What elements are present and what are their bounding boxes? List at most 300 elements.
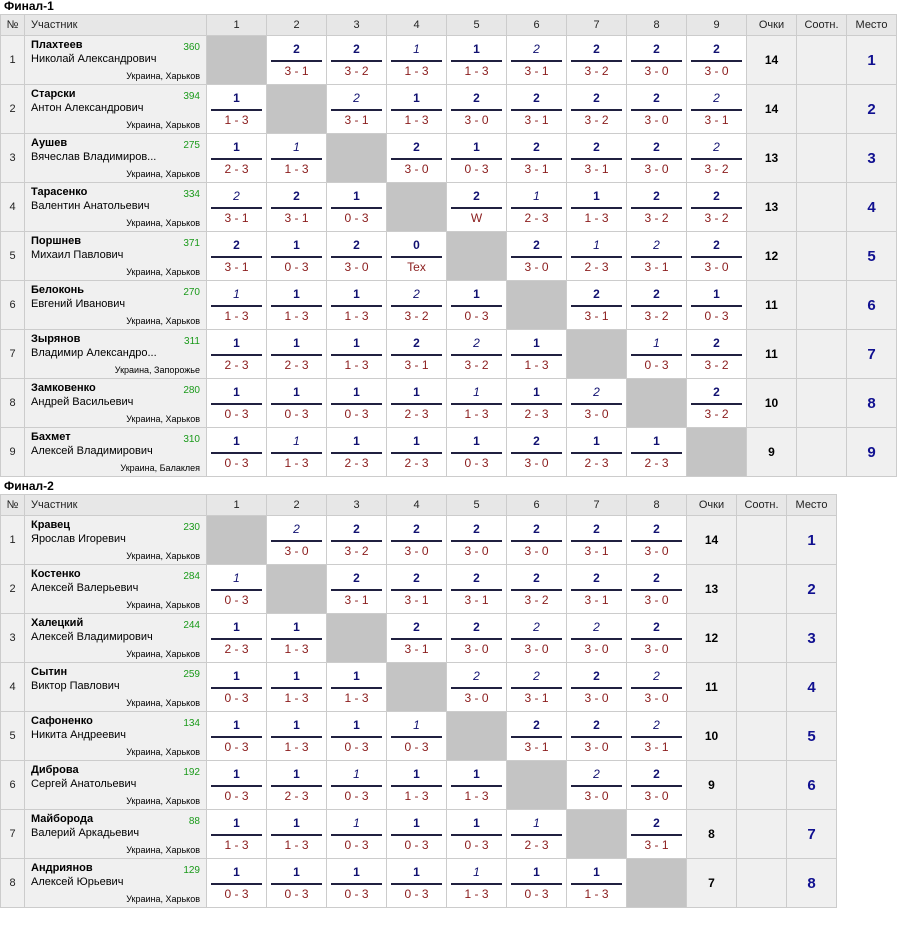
match-cell[interactable] <box>507 712 567 761</box>
score-divider <box>511 403 562 405</box>
match-cell[interactable] <box>267 810 327 859</box>
match-sets: 1 - 3 <box>404 64 429 78</box>
participant-cell[interactable] <box>25 859 207 908</box>
match-score: 1 <box>593 189 600 203</box>
match-cell[interactable] <box>387 330 447 379</box>
match-cell[interactable] <box>627 85 687 134</box>
match-cell[interactable] <box>267 379 327 428</box>
match-cell[interactable] <box>567 134 627 183</box>
score-divider <box>451 785 502 787</box>
match-cell[interactable] <box>567 85 627 134</box>
score-divider <box>571 589 622 591</box>
header-opponent-9: 9 <box>687 15 747 36</box>
points-cell: 13 <box>747 183 797 232</box>
score-divider <box>511 207 562 209</box>
score-divider <box>211 452 262 454</box>
match-cell[interactable] <box>267 663 327 712</box>
match-cell[interactable] <box>207 134 267 183</box>
match-cell[interactable] <box>447 663 507 712</box>
match-cell[interactable] <box>387 428 447 477</box>
match-cell[interactable] <box>387 712 447 761</box>
match-sets: 3 - 0 <box>644 642 669 656</box>
score-divider <box>631 452 682 454</box>
place-cell: 4 <box>787 663 837 712</box>
participant-cell[interactable] <box>25 36 207 85</box>
match-cell[interactable] <box>207 183 267 232</box>
match-cell[interactable] <box>207 761 267 810</box>
match-cell[interactable] <box>627 232 687 281</box>
row-number: 9 <box>1 428 25 477</box>
match-sets: 1 - 3 <box>404 113 429 127</box>
match-cell[interactable] <box>387 232 447 281</box>
player-city: Украина, Харьков <box>126 600 200 610</box>
match-cell[interactable] <box>627 712 687 761</box>
match-sets: 3 - 1 <box>404 642 429 656</box>
match-cell[interactable] <box>387 134 447 183</box>
match-cell[interactable] <box>687 281 747 330</box>
self-match-cell <box>387 663 447 712</box>
match-cell[interactable] <box>207 85 267 134</box>
match-score: 1 <box>653 336 660 350</box>
match-sets: 3 - 2 <box>344 64 369 78</box>
match-cell[interactable] <box>447 859 507 908</box>
match-sets: 1 - 3 <box>224 838 249 852</box>
player-surname[interactable]: Андриянов <box>31 862 93 874</box>
match-cell[interactable] <box>267 232 327 281</box>
match-cell[interactable] <box>627 428 687 477</box>
score-divider <box>271 452 322 454</box>
match-sets: 3 - 2 <box>704 407 729 421</box>
match-cell[interactable] <box>387 761 447 810</box>
match-score: 1 <box>533 865 540 879</box>
match-cell[interactable] <box>327 516 387 565</box>
match-cell[interactable] <box>627 281 687 330</box>
match-cell[interactable] <box>447 134 507 183</box>
player-surname[interactable]: Замковенко <box>31 382 96 394</box>
match-cell[interactable] <box>327 663 387 712</box>
header-opponent-1: 1 <box>207 495 267 516</box>
match-score: 1 <box>293 238 300 252</box>
match-sets: 2 - 3 <box>584 456 609 470</box>
match-cell[interactable] <box>507 85 567 134</box>
match-cell[interactable] <box>447 761 507 810</box>
match-cell[interactable] <box>687 36 747 85</box>
match-score: 2 <box>593 620 600 634</box>
match-cell[interactable] <box>207 232 267 281</box>
match-score: 1 <box>233 620 240 634</box>
match-cell[interactable] <box>387 565 447 614</box>
match-cell[interactable] <box>387 281 447 330</box>
match-cell[interactable] <box>327 183 387 232</box>
match-cell[interactable] <box>207 712 267 761</box>
player-rating: 230 <box>183 522 200 533</box>
match-cell[interactable] <box>447 85 507 134</box>
score-divider <box>691 256 742 258</box>
score-divider <box>391 638 442 640</box>
match-cell[interactable] <box>267 428 327 477</box>
match-sets: 2 - 3 <box>524 211 549 225</box>
match-sets: 2 - 3 <box>344 456 369 470</box>
match-sets: 3 - 0 <box>644 789 669 803</box>
match-cell[interactable] <box>267 183 327 232</box>
match-cell[interactable] <box>567 761 627 810</box>
match-score: 2 <box>533 140 540 154</box>
table-row <box>1 183 897 232</box>
player-surname[interactable]: Костенко <box>31 568 81 580</box>
match-cell[interactable] <box>387 85 447 134</box>
match-score: 1 <box>353 865 360 879</box>
match-sets: 3 - 1 <box>644 740 669 754</box>
participant-cell[interactable] <box>25 761 207 810</box>
match-cell[interactable] <box>567 859 627 908</box>
player-surname[interactable]: Диброва <box>31 764 79 776</box>
match-cell[interactable] <box>507 810 567 859</box>
match-score: 2 <box>593 571 600 585</box>
match-score: 2 <box>593 767 600 781</box>
match-sets: 1 - 3 <box>404 789 429 803</box>
score-divider <box>691 109 742 111</box>
match-cell[interactable] <box>327 428 387 477</box>
match-cell[interactable] <box>267 134 327 183</box>
score-divider <box>451 589 502 591</box>
match-cell[interactable] <box>567 36 627 85</box>
match-cell[interactable] <box>327 36 387 85</box>
player-surname[interactable]: Кравец <box>31 519 71 531</box>
match-cell[interactable] <box>567 379 627 428</box>
participant-cell[interactable] <box>25 134 207 183</box>
match-cell[interactable] <box>507 183 567 232</box>
header-points: Очки <box>687 495 737 516</box>
match-cell[interactable] <box>327 232 387 281</box>
match-cell[interactable] <box>447 516 507 565</box>
match-cell[interactable] <box>327 85 387 134</box>
match-cell[interactable] <box>327 761 387 810</box>
self-match-cell <box>267 85 327 134</box>
player-surname[interactable]: Майборода <box>31 813 94 825</box>
match-cell[interactable] <box>267 712 327 761</box>
match-cell[interactable] <box>567 183 627 232</box>
score-divider <box>691 354 742 356</box>
match-sets: 0 - 3 <box>644 358 669 372</box>
match-cell[interactable] <box>627 330 687 379</box>
match-cell[interactable] <box>327 330 387 379</box>
match-cell[interactable] <box>627 810 687 859</box>
match-cell[interactable] <box>207 379 267 428</box>
match-score: 1 <box>593 434 600 448</box>
match-cell[interactable] <box>627 516 687 565</box>
match-sets: 0 - 3 <box>344 838 369 852</box>
player-surname[interactable]: Белоконь <box>31 284 85 296</box>
player-surname[interactable]: Старски <box>31 88 76 100</box>
match-cell[interactable] <box>627 614 687 663</box>
player-firstname: Ярослав Игоревич <box>31 533 126 545</box>
place-cell: 2 <box>847 85 897 134</box>
place-cell: 7 <box>787 810 837 859</box>
match-sets: 2 - 3 <box>644 456 669 470</box>
match-cell[interactable] <box>507 859 567 908</box>
player-firstname: Алексей Владимирович <box>31 631 153 643</box>
match-cell[interactable] <box>507 36 567 85</box>
match-score: 1 <box>653 434 660 448</box>
match-cell[interactable] <box>627 663 687 712</box>
match-cell[interactable] <box>207 330 267 379</box>
table-row <box>1 516 837 565</box>
score-divider <box>571 109 622 111</box>
match-sets: 1 - 3 <box>344 309 369 323</box>
match-cell[interactable] <box>447 428 507 477</box>
score-divider <box>451 452 502 454</box>
match-score: 1 <box>293 816 300 830</box>
match-cell[interactable] <box>567 232 627 281</box>
match-cell[interactable] <box>447 330 507 379</box>
match-score: 1 <box>233 718 240 732</box>
match-cell[interactable] <box>447 810 507 859</box>
self-match-cell <box>507 761 567 810</box>
participant-cell[interactable] <box>25 330 207 379</box>
match-sets: 3 - 0 <box>704 260 729 274</box>
points-cell: 11 <box>747 330 797 379</box>
match-cell[interactable] <box>507 663 567 712</box>
match-sets: 0 - 3 <box>344 887 369 901</box>
player-rating: 360 <box>183 42 200 53</box>
score-divider <box>391 785 442 787</box>
match-score: 0 <box>413 238 420 252</box>
match-cell[interactable] <box>387 614 447 663</box>
score-divider <box>271 785 322 787</box>
player-city: Украина, Харьков <box>126 267 200 277</box>
match-cell[interactable] <box>327 810 387 859</box>
header-opponent-3: 3 <box>327 495 387 516</box>
match-cell[interactable] <box>447 36 507 85</box>
match-cell[interactable] <box>687 183 747 232</box>
match-cell[interactable] <box>267 330 327 379</box>
match-cell[interactable] <box>267 761 327 810</box>
match-sets: 1 - 3 <box>344 358 369 372</box>
match-cell[interactable] <box>207 565 267 614</box>
match-cell[interactable] <box>627 36 687 85</box>
match-cell[interactable] <box>627 134 687 183</box>
score-divider <box>631 354 682 356</box>
match-cell[interactable] <box>447 183 507 232</box>
ratio-cell <box>797 428 847 477</box>
match-cell[interactable] <box>567 565 627 614</box>
player-surname[interactable]: Аушев <box>31 137 68 149</box>
participant-cell[interactable] <box>25 712 207 761</box>
match-cell[interactable] <box>267 516 327 565</box>
match-cell[interactable] <box>627 183 687 232</box>
participant-cell[interactable] <box>25 85 207 134</box>
match-cell[interactable] <box>447 565 507 614</box>
match-cell[interactable] <box>387 810 447 859</box>
row-number: 6 <box>1 761 25 810</box>
player-surname[interactable]: Сытин <box>31 666 68 678</box>
match-cell[interactable] <box>507 379 567 428</box>
participant-cell[interactable] <box>25 516 207 565</box>
match-cell[interactable] <box>207 428 267 477</box>
match-sets: 0 - 3 <box>404 838 429 852</box>
player-surname[interactable]: Зырянов <box>31 333 81 345</box>
match-sets: 3 - 1 <box>284 64 309 78</box>
match-cell[interactable] <box>567 712 627 761</box>
match-cell[interactable] <box>687 85 747 134</box>
match-sets: 0 - 3 <box>224 593 249 607</box>
score-divider <box>691 158 742 160</box>
points-cell: 13 <box>747 134 797 183</box>
match-cell[interactable] <box>507 565 567 614</box>
match-cell[interactable] <box>207 859 267 908</box>
self-match-cell <box>447 712 507 761</box>
match-cell[interactable] <box>207 810 267 859</box>
score-divider <box>271 403 322 405</box>
match-score: 2 <box>593 669 600 683</box>
match-cell[interactable] <box>687 330 747 379</box>
match-score: 2 <box>533 91 540 105</box>
match-cell[interactable] <box>507 330 567 379</box>
match-sets: 3 - 0 <box>524 642 549 656</box>
match-cell[interactable] <box>507 516 567 565</box>
score-divider <box>691 60 742 62</box>
match-sets: 3 - 1 <box>224 260 249 274</box>
player-surname[interactable]: Халецкий <box>31 617 84 629</box>
row-number: 5 <box>1 232 25 281</box>
score-divider <box>631 736 682 738</box>
row-number: 1 <box>1 516 25 565</box>
match-cell[interactable] <box>687 134 747 183</box>
participant-cell[interactable] <box>25 614 207 663</box>
match-sets: 0 - 3 <box>344 740 369 754</box>
score-divider <box>331 589 382 591</box>
match-cell[interactable] <box>507 614 567 663</box>
match-cell[interactable] <box>687 379 747 428</box>
match-sets: 3 - 1 <box>644 260 669 274</box>
match-cell[interactable] <box>627 565 687 614</box>
match-cell[interactable] <box>327 379 387 428</box>
match-sets: 0 - 3 <box>464 456 489 470</box>
match-cell[interactable] <box>267 859 327 908</box>
match-cell[interactable] <box>387 516 447 565</box>
score-divider <box>631 785 682 787</box>
match-cell[interactable] <box>507 134 567 183</box>
match-sets: 3 - 0 <box>644 113 669 127</box>
self-match-cell <box>627 859 687 908</box>
participant-cell[interactable] <box>25 428 207 477</box>
final2-section <box>0 480 898 908</box>
match-cell[interactable] <box>327 712 387 761</box>
player-surname[interactable]: Бахмет <box>31 431 71 443</box>
match-sets: 3 - 0 <box>584 407 609 421</box>
row-number: 3 <box>1 134 25 183</box>
score-divider <box>511 158 562 160</box>
match-sets: 3 - 2 <box>704 211 729 225</box>
player-rating: 310 <box>183 434 200 445</box>
score-divider <box>331 60 382 62</box>
match-cell[interactable] <box>507 232 567 281</box>
participant-cell[interactable] <box>25 379 207 428</box>
participant-cell[interactable] <box>25 281 207 330</box>
match-cell[interactable] <box>567 663 627 712</box>
self-match-cell <box>327 614 387 663</box>
score-divider <box>211 403 262 405</box>
match-score: 1 <box>233 140 240 154</box>
player-surname[interactable]: Поршнев <box>31 235 82 247</box>
header-opponent-5: 5 <box>447 15 507 36</box>
match-cell[interactable] <box>447 379 507 428</box>
match-sets: 3 - 1 <box>524 162 549 176</box>
match-score: 2 <box>533 669 540 683</box>
header-place: Место <box>847 15 897 36</box>
match-cell[interactable] <box>267 281 327 330</box>
match-cell[interactable] <box>207 663 267 712</box>
player-surname[interactable]: Сафоненко <box>31 715 93 727</box>
match-cell[interactable] <box>267 614 327 663</box>
match-score: 2 <box>353 42 360 56</box>
score-divider <box>571 207 622 209</box>
match-sets: 0 - 3 <box>404 887 429 901</box>
player-firstname: Виктор Павлович <box>31 680 120 692</box>
match-cell[interactable] <box>567 428 627 477</box>
points-cell: 7 <box>687 859 737 908</box>
match-cell[interactable] <box>207 614 267 663</box>
match-sets: 3 - 0 <box>284 544 309 558</box>
match-cell[interactable] <box>447 281 507 330</box>
match-cell[interactable] <box>327 565 387 614</box>
participant-cell[interactable] <box>25 663 207 712</box>
match-score: 2 <box>413 336 420 350</box>
match-cell[interactable] <box>447 614 507 663</box>
match-cell[interactable] <box>507 428 567 477</box>
match-score: 2 <box>593 287 600 301</box>
match-cell[interactable] <box>687 232 747 281</box>
match-cell[interactable] <box>327 281 387 330</box>
match-cell[interactable] <box>387 379 447 428</box>
participant-cell[interactable] <box>25 810 207 859</box>
player-surname[interactable]: Плахтеев <box>31 39 83 51</box>
match-sets: 3 - 2 <box>524 593 549 607</box>
row-number: 8 <box>1 379 25 428</box>
participant-cell[interactable] <box>25 183 207 232</box>
match-sets: 1 - 3 <box>284 309 309 323</box>
points-cell: 12 <box>687 614 737 663</box>
score-divider <box>271 883 322 885</box>
match-cell[interactable] <box>387 36 447 85</box>
participant-cell[interactable] <box>25 565 207 614</box>
score-divider <box>511 256 562 258</box>
match-cell[interactable] <box>627 761 687 810</box>
match-score: 1 <box>593 865 600 879</box>
match-cell[interactable] <box>207 281 267 330</box>
place-cell: 7 <box>847 330 897 379</box>
score-divider <box>571 60 622 62</box>
match-cell[interactable] <box>267 36 327 85</box>
match-sets: 3 - 1 <box>224 211 249 225</box>
match-cell[interactable] <box>567 614 627 663</box>
match-sets: 0 - 3 <box>464 309 489 323</box>
match-sets: 1 - 3 <box>284 162 309 176</box>
player-city: Украина, Харьков <box>126 71 200 81</box>
match-sets: 1 - 3 <box>464 789 489 803</box>
player-surname[interactable]: Тарасенко <box>31 186 88 198</box>
match-score: 1 <box>233 767 240 781</box>
score-divider <box>391 540 442 542</box>
participant-cell[interactable] <box>25 232 207 281</box>
match-cell[interactable] <box>567 281 627 330</box>
match-cell[interactable] <box>327 859 387 908</box>
match-score: 1 <box>233 385 240 399</box>
match-cell[interactable] <box>567 516 627 565</box>
match-cell[interactable] <box>387 859 447 908</box>
match-score: 2 <box>593 718 600 732</box>
place-cell: 8 <box>847 379 897 428</box>
